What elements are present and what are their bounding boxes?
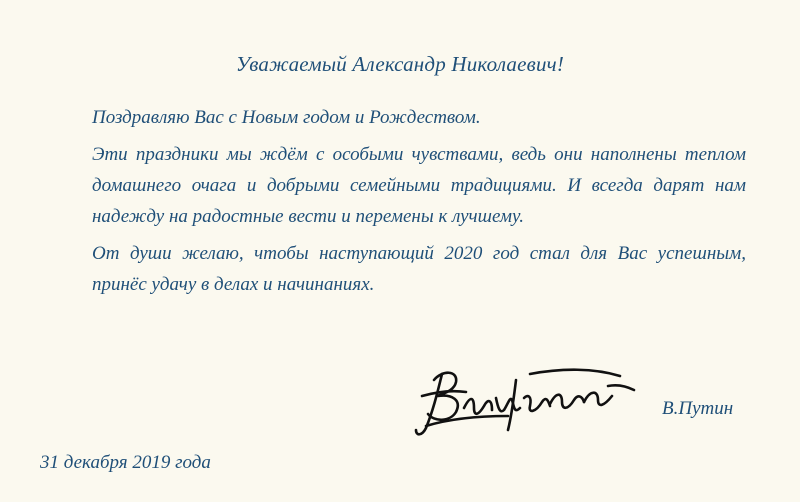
paragraph-congratulation: Поздравляю Вас с Новым годом и Рождеством. <box>92 107 481 128</box>
handwritten-signature <box>412 356 640 442</box>
letter-body <box>92 102 746 306</box>
paragraph-holidays-text: Эти праздники мы ждём с особыми чувствами, ведь они наполнены теплом домашнего очага и добрыми семейными традициями. И всегда дарят нам надежду на радостные вести и перемены к лучшему. <box>92 144 746 227</box>
signer-name: В.Путин <box>662 398 734 419</box>
paragraph-wishes: От души желаю, чтобы наступающий 2020 год стал для Вас успешным, принёс удачу в делах и начинаниях. <box>92 243 746 295</box>
letter-date: 31 декабря 2019 года <box>40 452 211 473</box>
greeting-heading: Уважаемый Александр Николаевич! <box>235 52 565 76</box>
paragraph-holidays <box>92 139 746 232</box>
